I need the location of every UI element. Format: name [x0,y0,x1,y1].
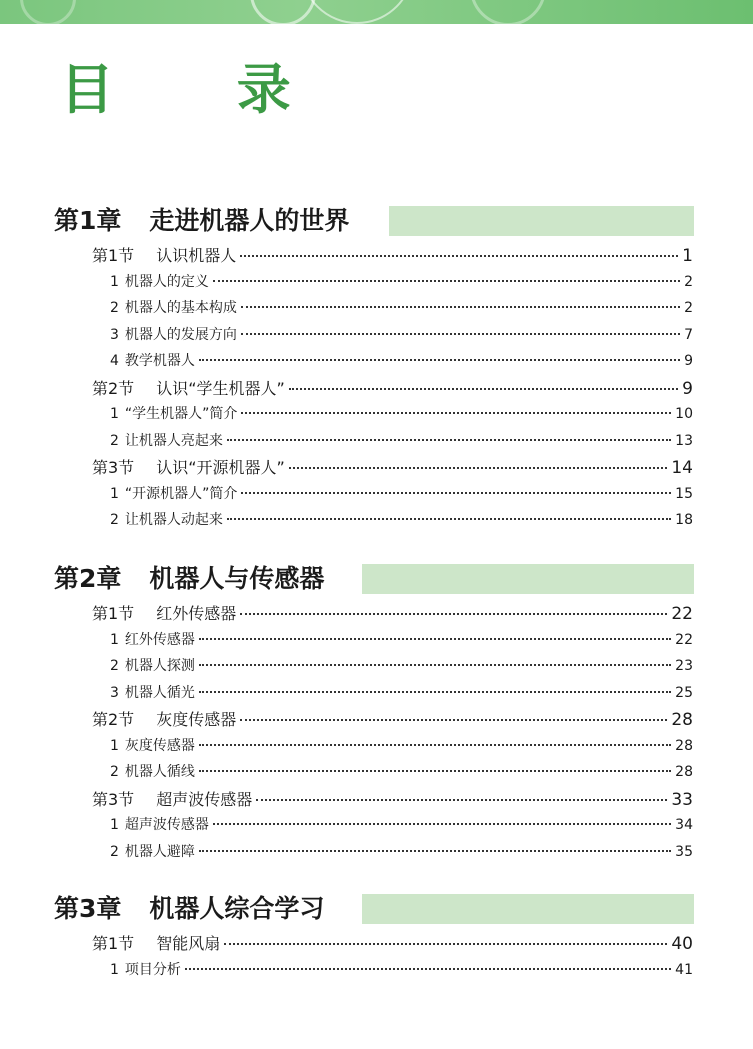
item-number: 1 [110,817,119,833]
page-number: 28 [675,764,693,780]
dot-leader [185,968,671,970]
item-title: 让机器人亮起来 [124,432,223,449]
dot-leader [240,613,667,615]
section-number: 第2节 [92,378,135,398]
chapter-heading [54,563,694,595]
item-label [110,736,195,756]
item-title: 机器人的定义 [124,273,209,290]
item-label [110,683,195,703]
item-title: 红外传感器 [124,631,195,648]
item-number: 4 [110,353,119,369]
toc-item-entry[interactable] [110,960,693,980]
chapter-name: 走进机器人的世界 [149,206,350,235]
section-title: 智能风扇 [156,934,221,953]
item-label [110,630,195,650]
item-number: 3 [110,326,119,343]
item-label [110,351,195,371]
section-title: 认识“开源机器人” [156,458,285,477]
dot-leader [199,638,671,640]
toc-item-entry[interactable] [110,510,693,530]
toc-item-entry[interactable] [110,736,693,756]
section-label [92,933,220,955]
item-number: 2 [110,432,119,449]
toc-item-entry[interactable] [110,272,693,292]
page-number: 9 [682,378,693,399]
page-number: 1 [682,246,693,266]
section-label [92,457,285,479]
dot-leader [241,492,671,494]
dot-leader [199,770,671,772]
chapter-name: 机器人综合学习 [149,894,325,923]
item-label [110,404,237,424]
chapter-green-bar [389,206,694,236]
dot-leader [224,943,667,945]
item-number: 1 [110,961,119,978]
toc-section-entry[interactable] [92,457,693,479]
section-label [92,709,236,731]
page-number: 28 [675,737,693,754]
page-number: 22 [675,631,693,648]
item-title: 机器人循线 [124,764,195,780]
page-number: 35 [675,843,693,860]
chapter-number: 第2章 [54,564,122,593]
dot-leader [213,280,680,282]
toc-section-entry[interactable] [92,789,693,811]
section-title: 红外传感器 [156,604,237,623]
item-number: 2 [110,512,119,528]
item-label [110,656,195,676]
item-label [110,510,223,530]
item-number: 2 [110,843,119,860]
item-number: 1 [110,485,119,502]
section-label [92,245,236,267]
section-label [92,378,285,400]
page-number: 14 [671,458,693,478]
item-title: 超声波传感器 [124,817,209,833]
item-title: “学生机器人”简介 [124,406,238,422]
item-label [110,484,237,504]
toc-section-entry[interactable] [92,709,693,731]
item-title: 教学机器人 [124,353,195,369]
section-title: 认识“学生机器人” [156,378,285,398]
page-title: 目 录 [60,58,343,121]
chapter-title [54,563,336,595]
toc-item-entry[interactable] [110,404,693,424]
page-number: 34 [675,817,693,833]
dot-leader [199,850,671,852]
dot-leader [199,691,671,693]
dot-leader [256,799,667,801]
item-title: 机器人避障 [124,843,195,860]
page-number: 15 [675,485,693,502]
section-title: 灰度传感器 [156,710,237,729]
chapter-green-bar [362,564,694,594]
page-number: 2 [684,300,693,316]
section-number: 第3节 [92,458,135,477]
item-title: 机器人循光 [124,684,195,701]
item-label [110,325,237,345]
item-title: 让机器人动起来 [124,512,223,528]
toc-item-entry[interactable] [110,298,693,318]
chapter-number: 第3章 [54,894,122,923]
item-title: 机器人的发展方向 [124,326,237,343]
top-decorative-banner [0,0,753,24]
item-title: 机器人的基本构成 [124,300,237,316]
item-number: 2 [110,300,119,316]
dot-leader [241,412,671,414]
item-label [110,431,223,451]
chapter-green-bar [362,894,694,924]
toc-section-entry[interactable] [92,378,693,400]
banner-circle-decoration [470,0,546,24]
item-number: 1 [110,631,119,648]
item-label [110,762,195,782]
page-number: 41 [675,961,693,978]
toc-item-entry[interactable] [110,683,693,703]
page-number: 40 [671,934,693,954]
section-label [92,789,252,811]
dot-leader [227,439,671,441]
dot-leader [241,333,680,335]
page-number: 9 [684,353,693,369]
page-number: 2 [684,273,693,290]
item-number: 2 [110,764,119,780]
toc-section-entry[interactable] [92,933,693,955]
toc-item-entry[interactable] [110,325,693,345]
item-number: 1 [110,737,119,754]
section-title: 超声波传感器 [156,789,253,809]
item-number: 3 [110,684,119,701]
item-label [110,842,195,862]
toc-item-entry[interactable] [110,630,693,650]
item-title: 机器人探测 [124,658,195,674]
section-label [92,603,236,625]
item-number: 1 [110,406,119,422]
item-label [110,272,209,292]
toc-item-entry[interactable] [110,431,693,451]
section-number: 第1节 [92,604,135,623]
page-number: 10 [675,406,693,422]
dot-leader [289,467,668,469]
chapter-title [54,205,361,237]
chapter-heading [54,205,694,237]
toc-item-entry[interactable] [110,762,693,782]
toc-section-entry[interactable] [92,245,693,267]
page-number: 23 [675,658,693,674]
item-title: 项目分析 [124,961,181,978]
toc-item-entry[interactable] [110,484,693,504]
section-number: 第2节 [92,710,135,729]
page-number: 28 [671,710,693,730]
toc-item-entry[interactable] [110,842,693,862]
banner-circle-decoration [20,0,76,24]
page-number: 13 [675,432,693,449]
dot-leader [241,306,680,308]
chapter-heading [54,893,694,925]
dot-leader [289,388,678,390]
page-number: 18 [675,512,693,528]
banner-circle-decoration [250,0,316,24]
dot-leader [240,255,678,257]
dot-leader [199,664,671,666]
banner-circle-decoration [300,0,414,24]
toc-section-entry[interactable] [92,603,693,625]
chapter-name: 机器人与传感器 [149,564,325,593]
chapter-title [54,893,336,925]
dot-leader [213,823,671,825]
chapter-number: 第1章 [54,206,122,235]
toc-item-entry[interactable] [110,351,693,371]
page-number: 7 [684,326,693,343]
item-label [110,960,181,980]
page-number: 25 [675,684,693,701]
dot-leader [199,744,671,746]
page-number: 22 [671,604,693,624]
page-number: 33 [671,789,693,810]
item-title: 灰度传感器 [124,737,195,754]
dot-leader [199,359,680,361]
item-number: 1 [110,273,119,290]
section-number: 第3节 [92,789,135,809]
section-number: 第1节 [92,246,135,265]
section-title: 认识机器人 [156,246,237,265]
dot-leader [240,719,667,721]
toc-item-entry[interactable] [110,815,693,835]
toc-item-entry[interactable] [110,656,693,676]
item-number: 2 [110,658,119,674]
item-label [110,815,209,835]
dot-leader [227,518,671,520]
item-title: “开源机器人”简介 [124,485,238,502]
section-number: 第1节 [92,934,135,953]
item-label [110,298,237,318]
